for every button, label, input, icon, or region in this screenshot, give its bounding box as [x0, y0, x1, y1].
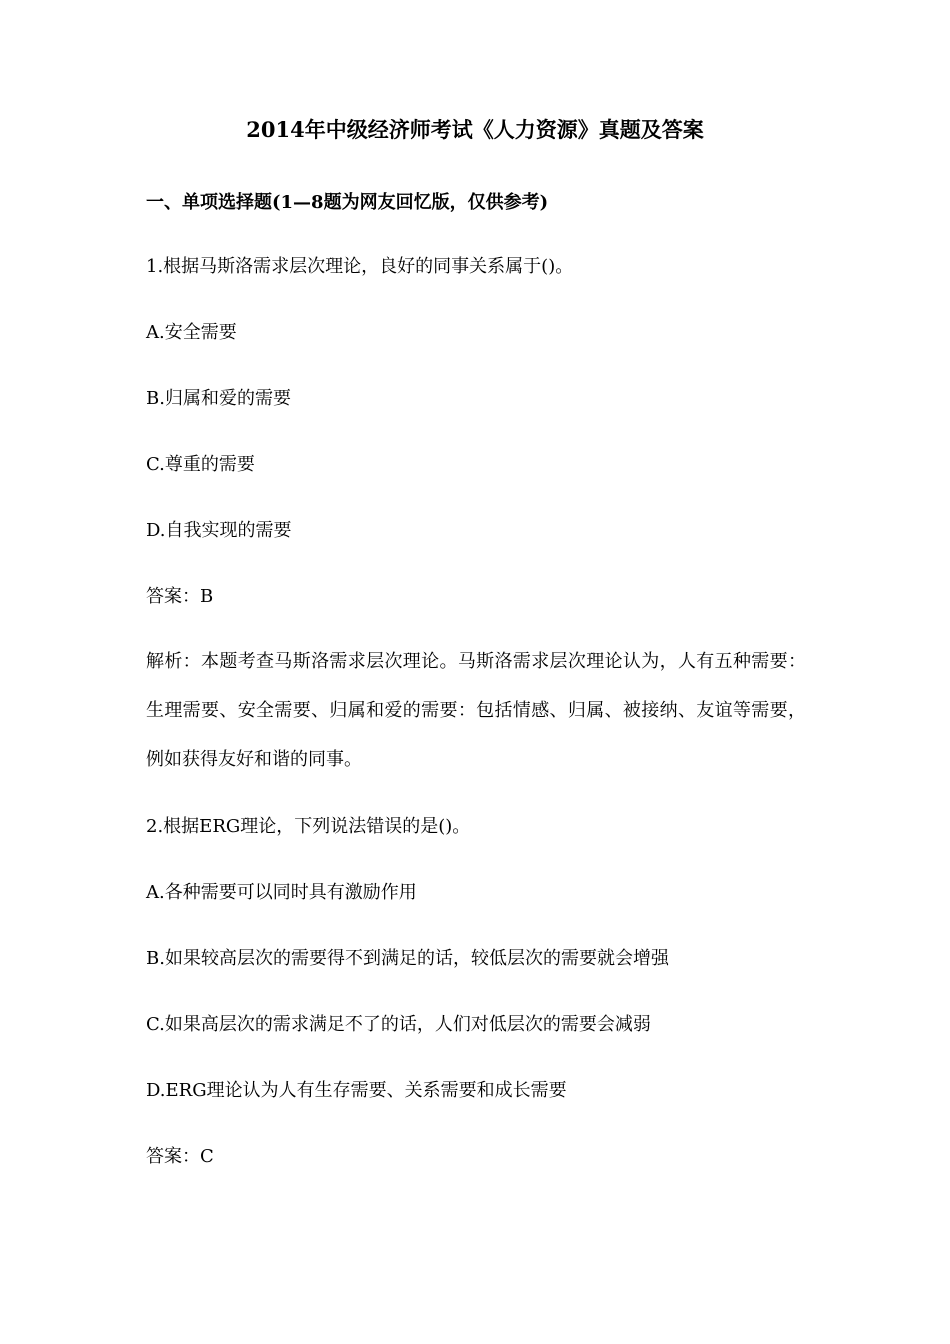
question-1-option-a: A.安全需要: [146, 322, 237, 343]
question-1-analysis: 解析：本题考查马斯洛需求层次理论。马斯洛需求层次理论认为，人有五种需要：生理需要、安全需要、归属和爱的需要：包括情感、归属、被接纳、友谊等需要，例如获得友好和谐的同事。: [146, 651, 806, 770]
question-1-stem: 1.根据马斯洛需求层次理论，良好的同事关系属于()。: [146, 256, 574, 277]
question-1-option-d: D.自我实现的需要: [146, 520, 292, 541]
question-1-option-b: B.归属和爱的需要: [146, 388, 291, 409]
question-2-answer: 答案：C: [146, 1146, 214, 1167]
section-heading: 一、单项选择题(1—8题为网友回忆版，仅供参考): [146, 192, 549, 213]
question-1-answer: 答案：B: [146, 586, 214, 607]
document-title: 2014年中级经济师考试《人力资源》真题及答案: [246, 117, 704, 142]
question-2-option-d: D.ERG理论认为人有生存需要、关系需要和成长需要: [146, 1080, 567, 1101]
question-1-option-c: C.尊重的需要: [146, 454, 255, 475]
question-2-option-c: C.如果高层次的需求满足不了的话，人们对低层次的需要会减弱: [146, 1014, 651, 1035]
question-2-option-b: B.如果较高层次的需要得不到满足的话，较低层次的需要就会增强: [146, 948, 669, 969]
question-2-stem: 2.根据ERG理论，下列说法错误的是()。: [146, 816, 471, 837]
question-2-option-a: A.各种需要可以同时具有激励作用: [146, 882, 417, 903]
